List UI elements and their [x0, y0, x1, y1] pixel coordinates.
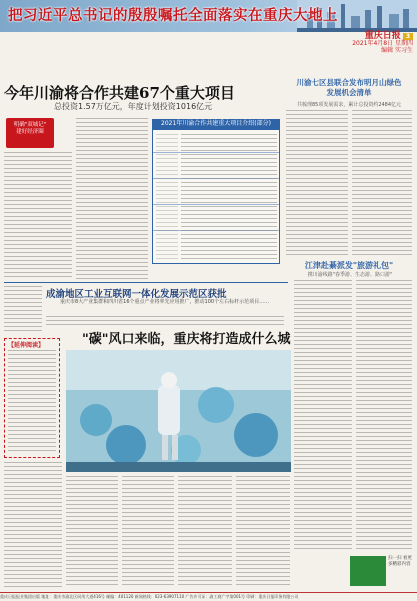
- badge-line-1: 明确"双城记": [13, 122, 47, 128]
- right-subhead-2: 携川渝线路"春季游、生态游、路口游": [307, 272, 393, 278]
- lower-text-col-4: [236, 476, 290, 588]
- right-text-col-b: [352, 110, 412, 256]
- feature-photo: [66, 350, 291, 472]
- lower-text-col-1: [66, 476, 118, 588]
- banner-title: 把习近平总书记的殷殷嘱托全面落实在重庆大地上: [8, 8, 338, 24]
- section2-subline: 重庆市8大产业集群和四川省16个重点产业将率先应用推广，推动100个左右标杆示范项目……: [60, 299, 270, 305]
- right-subhead-1: 共梳理85项发展需求，累计总投资约2484亿元: [296, 102, 402, 108]
- lead-subhead: 总投资1.57万亿元，年度计划投资1016亿元: [54, 102, 213, 111]
- editor-line: 编辑 实习生: [381, 47, 413, 54]
- lead-text-col-2: [76, 118, 148, 280]
- right-headline-1: 川渝七区县联合发布明月山绿色发展机会清单: [296, 78, 402, 97]
- sidebar-note-title: 【延伸阅读】: [8, 342, 45, 349]
- paper-logo: 重庆日报: [364, 31, 401, 41]
- feature-headline: "碳"风口来临，重庆将打造成什么城: [82, 332, 291, 347]
- lead-text-col-1: [4, 152, 72, 280]
- page-number: 3: [403, 33, 413, 40]
- table-category-col: [156, 134, 178, 260]
- project-table: [152, 129, 280, 264]
- lower-text-col-3: [178, 476, 232, 588]
- page-footer: 重庆日报报业集团出版 地址：重庆市渝北区同茂大道416号 邮编：401120 新闻热线：023-63907110 广告许可证：渝工商广字第001号 印刷：重庆日报印务有限公司: [0, 592, 417, 601]
- section-divider: [4, 282, 288, 283]
- masthead: [325, 33, 413, 54]
- date-line: 2021年4月8日 星期四: [352, 40, 413, 47]
- sidebar-note-text: [8, 350, 56, 454]
- lead-headline: 今年川渝将合作共建67个重大项目: [4, 84, 235, 102]
- section2-text-body: [46, 316, 284, 326]
- qr-label: 扫一扫 看更多精彩内容: [388, 556, 412, 567]
- right-text-col-c: [294, 280, 352, 550]
- section2-headline: 成渝地区工业互联网一体化发展示范区获批: [46, 289, 227, 300]
- top-banner: [0, 0, 417, 32]
- left-text-col-lower: [4, 462, 62, 588]
- qr-code-image[interactable]: [350, 556, 386, 586]
- right-text-col-a: [286, 110, 348, 256]
- section-badge: [6, 118, 54, 148]
- right-headline-2: 江津赴綦派发"旅游礼包": [304, 261, 394, 270]
- section2-text-left: [4, 286, 42, 332]
- right-text-col-d: [356, 280, 412, 550]
- lower-text-col-2: [122, 476, 174, 588]
- table-text: [181, 134, 277, 260]
- badge-line-2: 建好经济圈: [16, 129, 44, 135]
- project-table-title: 2021年川渝合作共建重大项目介绍(部分): [152, 119, 280, 129]
